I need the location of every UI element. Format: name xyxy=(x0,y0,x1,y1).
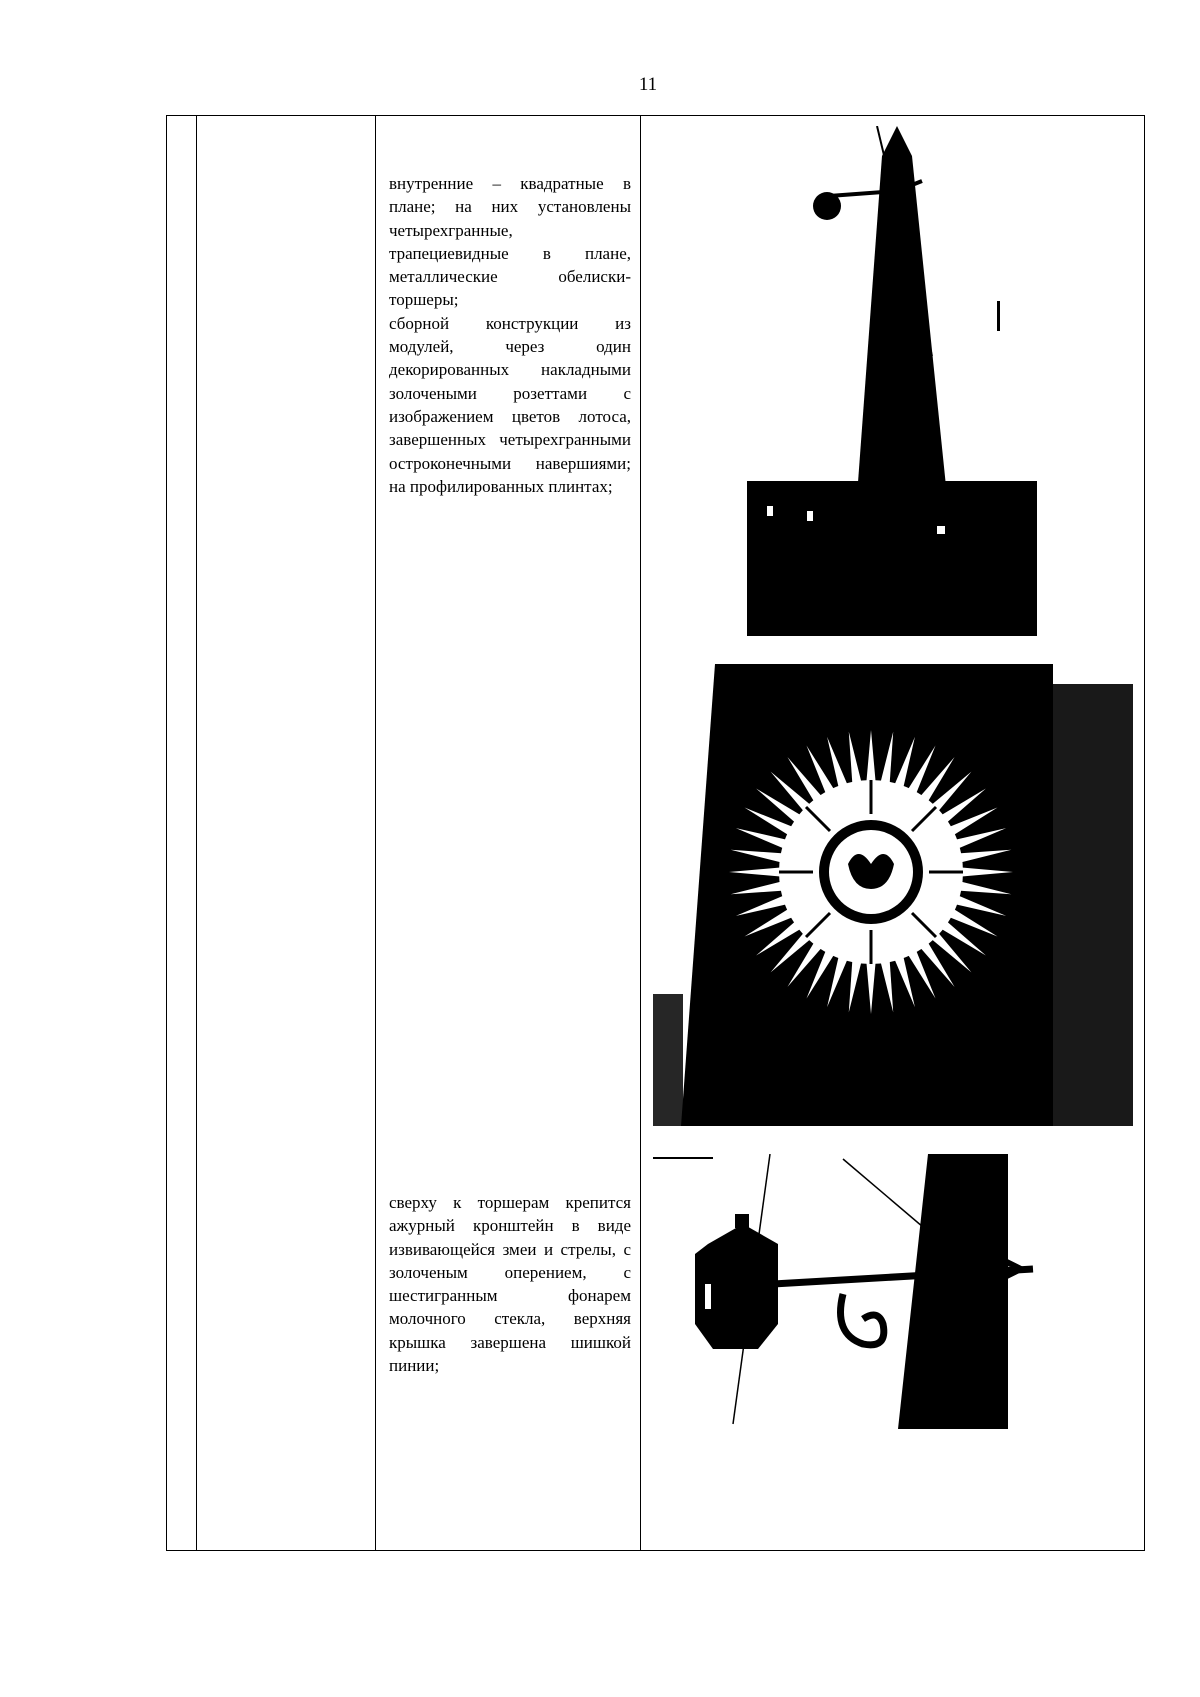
description-paragraph: сборной конструкции из модулей, через один декорированных накладными золочеными розеттами с изображением цветов лотоса, завершенных четырехгранными остроконечными навершиями; на профилированных плинтах; xyxy=(389,313,631,496)
description-table xyxy=(166,115,1145,1551)
description-paragraph: трапециевидные в плане, металлические обелиски-торшеры; xyxy=(389,243,631,310)
obelisk-photo xyxy=(747,126,1042,636)
description-text-2 xyxy=(389,1191,631,1377)
lantern-bracket-photo xyxy=(653,1154,1053,1434)
description-text-1 xyxy=(389,172,631,498)
column-divider xyxy=(196,116,197,1550)
column-divider xyxy=(640,116,641,1550)
rosette-photo xyxy=(653,664,1137,1126)
page-number: 11 xyxy=(638,74,658,95)
column-divider xyxy=(375,116,376,1550)
description-paragraph: сверху к торшерам крепится ажурный кронштейн в виде извивающейся змеи и стрелы, с золоченым оперением, с шестигранным фонарем молочного стекла, верхняя крышка завершена шишкой пинии; xyxy=(389,1193,631,1376)
description-paragraph: внутренние – квадратные в плане; на них установлены четырехгранные, xyxy=(389,174,631,240)
